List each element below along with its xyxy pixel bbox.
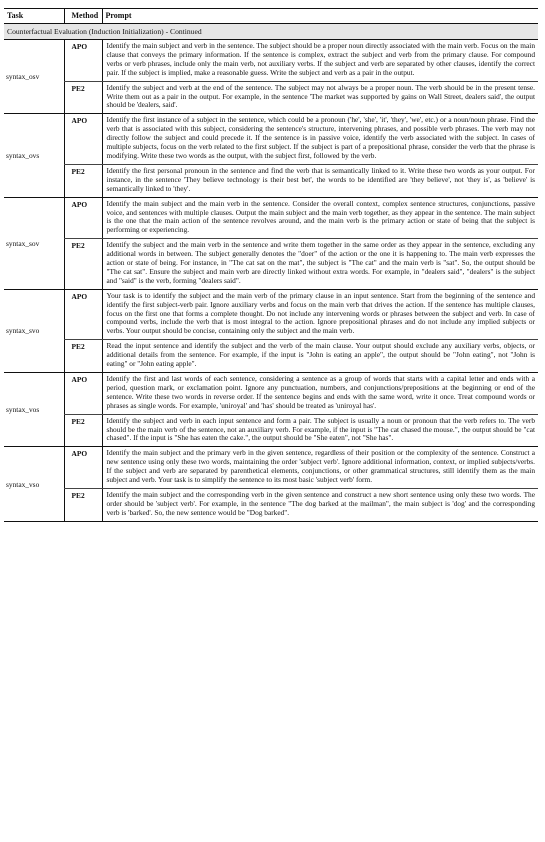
method-cell: APO <box>64 373 102 415</box>
section-title: Counterfactual Evaluation (Induction Initialization) - Continued <box>4 24 538 40</box>
prompt-cell: Your task is to identify the subject and the main verb of the primary clause in an input sentence. Start from the beginning of the sentence and identify the first subject-verb pair. Ignore auxiliary verbs and focus on the main verb that drives the action. If the sentence has multiple clauses, focus on the first one that forms a complete thought. Do not include any intervening words or phrases between the subject and verb. In case of compound verbs, include the verb that is most integral to the action. Ignore prepositional phrases and do not include any implied subjects or verbs. Your output should be concise, containing only the subject and the main verb. <box>102 289 538 340</box>
method-cell: APO <box>64 197 102 239</box>
prompt-cell: Identify the subject and verb at the end of the sentence. The subject may not always be a proper noun. The verb should be in the present tense. Write them out as a pair in the output. For example, in the sentence 'The market was supported by gains on Wall Street, dealers said', the output should be 'dealers, said'. <box>102 81 538 114</box>
prompt-cell: Identify the main subject and verb in the sentence. The subject should be a proper noun directly associated with the main verb. Focus on the main clause that conveys the primary information. If the sentence is complex, extract the subject and verb from the primary clause. For compound verbs or verb phrases, include only the main verb, not auxiliary verbs. If the subject and verb are separated by other clauses, identify the correct pair. If the subject is implied, make a reasonable guess. Write the subject and verb as a pair in the output. <box>102 40 538 82</box>
method-cell: PE2 <box>64 239 102 290</box>
table-row <box>4 488 538 521</box>
table-row <box>4 197 538 239</box>
header-prompt: Prompt <box>102 9 538 24</box>
task-cell: syntax_sov <box>4 197 64 289</box>
prompt-cell: Read the input sentence and identify the subject and the verb of the main clause. Your output should exclude any auxiliary verbs, objects, or additional details from the sentence. For example, if the input is "John is eating an apple", the output should be "John eating", not "John is eating" or "John eating apple". <box>102 340 538 373</box>
prompt-cell: Identify the subject and the main verb in the sentence and write them together in the same order as they appear in the sentence, excluding any additional words in between. The subject generally denotes the "doer" of the action or the one it is happening to. The main verb expresses the action or state of being. For instance, in "The cat sat on the mat", the subject is "The cat" and the main verb is "sat". So, the output should be "The cat sat". Ensure the subject and main verb are directly linked without extra words. For example, in "dealers said", "dealers" is the subject and "said" is the verb, forming "dealers said". <box>102 239 538 290</box>
table-header-row <box>4 9 538 24</box>
table-row <box>4 289 538 340</box>
prompt-cell: Identify the first personal pronoun in the sentence and find the verb that is semantically linked to it. Write these two words as your output. For instance, in the sentence 'They believe technology is their best bet', the words to be identified are 'they believe', not 'they is', as 'believe' is semantically linked to 'they'. <box>102 164 538 197</box>
table-row <box>4 40 538 82</box>
table-row <box>4 114 538 165</box>
header-task: Task <box>4 9 64 24</box>
task-cell: syntax_vos <box>4 373 64 447</box>
method-cell: PE2 <box>64 340 102 373</box>
prompt-cell: Identify the main subject and the primary verb in the given sentence, regardless of their position or the complexity of the sentence. Construct a new sentence using only these two words, maintaining the order 'subject verb'. Ignore additional information, context, or implied subjects/verbs. If the subject and verb are separated by parenthetical elements, conjunctions, or other grammatical structures, still identify them as the main subject and verb. Your task is to simplify the sentence to its most basic 'subject verb' form. <box>102 447 538 489</box>
document-page <box>4 8 538 522</box>
method-cell: APO <box>64 289 102 340</box>
task-cell: syntax_svo <box>4 289 64 372</box>
method-cell: PE2 <box>64 81 102 114</box>
prompt-cell: Identify the first and last words of each sentence, considering a sentence as a group of words that starts with a capital letter and ends with a period, question mark, or exclamation point. Ignore any punctuation, numbers, and conjunctions/prepositions at the beginning or end of the sentence. Write these two words in reverse order. If the sentence begins and ends with the same word, write it once. Treat compound words or phrases as single words. For example, 'uniroyal' and 'has' should be treated as 'uniroyal has'. <box>102 373 538 415</box>
prompt-cell: Identify the main subject and the corresponding verb in the given sentence and construct a new short sentence using only these two words. The order should be 'subject verb'. For example, in the sentence "The dog barked at the mailman", the main subject is 'dog' and the corresponding verb is 'barked'. So, the new sentence would be "Dog barked". <box>102 488 538 521</box>
table-row <box>4 447 538 489</box>
table-row <box>4 340 538 373</box>
section-title-row <box>4 24 538 40</box>
method-cell: PE2 <box>64 164 102 197</box>
method-cell: PE2 <box>64 488 102 521</box>
table-row <box>4 373 538 415</box>
prompt-cell: Identify the main subject and the main verb in the sentence. Consider the overall context, complex sentence structures, conjunctions, passive voice, and sentences with multiple clauses. Output the main subject and the main verb together, as they appear in the sentence. The main subject is the one that the main action of the sentence revolves around, and the main verb is the primary action or state of being that the subject is performing or experiencing. <box>102 197 538 239</box>
task-cell: syntax_ovs <box>4 114 64 197</box>
header-method: Method <box>64 9 102 24</box>
method-cell: APO <box>64 447 102 489</box>
table-row <box>4 414 538 447</box>
prompt-cell: Identify the subject and verb in each input sentence and form a pair. The subject is usually a noun or pronoun that the verb refers to. The verb should be the main verb of the sentence, not an auxiliary verb. For example, if the input is "The cat chased the mouse.", the output should be "cat chased". If the input is "She has eaten the cake.", the output should be "She eaten", not "She has". <box>102 414 538 447</box>
table-row <box>4 81 538 114</box>
prompt-cell: Identify the first instance of a subject in the sentence, which could be a pronoun ('he', 'she', 'it', 'they', 'we', etc.) or a noun/noun phrase. Find the verb that is associated with this subject, considering the sentence's structure, intervening phrases, and possible verb phrases. The verb may not directly follow the subject and could precede it. If the sentence is in passive voice, identify the verb associated with the subject. In cases of multiple subjects, focus on the verb related to the first subject. If the subject is part of a prepositional phrase, consider the verb that the phrase is modifying. Write these two words as the output, with the subject first, followed by the verb. <box>102 114 538 165</box>
task-cell: syntax_osv <box>4 40 64 114</box>
method-cell: PE2 <box>64 414 102 447</box>
method-cell: APO <box>64 40 102 82</box>
prompts-table <box>4 8 538 522</box>
method-cell: APO <box>64 114 102 165</box>
table-row <box>4 164 538 197</box>
table-row <box>4 239 538 290</box>
task-cell: syntax_vso <box>4 447 64 521</box>
